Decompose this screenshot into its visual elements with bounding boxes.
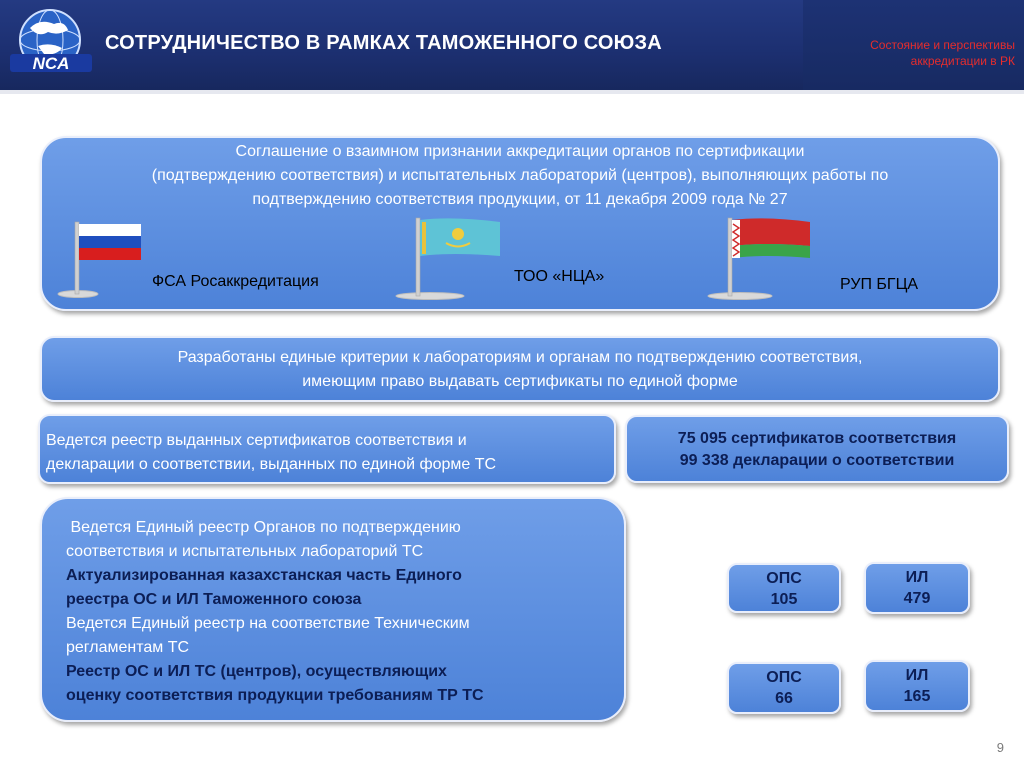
country-label-russia: ФСА Росаккредитация — [152, 273, 319, 290]
criteria-text: Разработаны единые критерии к лабораториям и органам по подтверждению соответствия, имеющим право выдавать сертификаты по единой форме — [177, 349, 863, 390]
unified-registry-text: Ведется Единый реестр Органов по подтверждению соответствия и испытательных лабораторий ТС Актуализированная казахстанская часть Единого реестра ОС и ИЛ Таможенного союза Ведется Единый реестр на соответствие Техническим регламентам ТС Реестр ОС и ИЛ ТС (центров), осуществляющих оценку соответствия продукции требованиям ТР ТС — [66, 519, 484, 704]
certificate-registry-box — [38, 414, 616, 484]
agreement-text: Соглашение о взаимном признании аккредитации органов по сертификации (подтверждению соответствия) и испытательных лабораторий (центров), выполняющих работы по подтверждению соответствия продукции, от 11 декабря 2009 года № 27 — [151, 143, 889, 208]
agreement-box — [40, 136, 1000, 311]
kazakhstan-flag-icon — [392, 216, 512, 302]
ops-counter-105: ОПС 105 — [727, 563, 841, 613]
certificate-stats-text — [627, 428, 1007, 472]
country-label-kazakhstan: ТОО «НЦА» — [514, 268, 605, 285]
declarations-count: 99 338 декларации о соответствии — [679, 452, 955, 469]
russia-flag-icon — [56, 220, 146, 300]
section-subtitle: Состояние и перспективы аккредитации в РК — [870, 38, 1015, 68]
page-title: СОТРУДНИЧЕСТВО В РАМКАХ ТАМОЖЕННОГО СОЮЗА — [105, 32, 662, 54]
unified-registry-box — [40, 497, 626, 722]
belarus-flag-icon — [706, 216, 816, 302]
certificate-stats-box — [625, 415, 1009, 483]
criteria-box — [40, 336, 1000, 402]
nca-logo — [8, 6, 94, 86]
page-number: 9 — [996, 740, 1004, 755]
il-counter-165: ИЛ 165 — [864, 660, 970, 712]
ops-counter-66: ОПС 66 — [727, 662, 841, 714]
certificate-registry-text: Ведется реестр выданных сертификатов соответствия и декларации о соответствии, выданных по единой форме ТС — [46, 432, 497, 473]
country-label-belarus: РУП БГЦА — [840, 276, 919, 293]
header-divider — [0, 90, 1024, 94]
certificates-count: 75 095 сертификатов соответствия — [677, 430, 957, 447]
il-counter-479: ИЛ 479 — [864, 562, 970, 614]
logo-text: NCA — [32, 54, 70, 73]
